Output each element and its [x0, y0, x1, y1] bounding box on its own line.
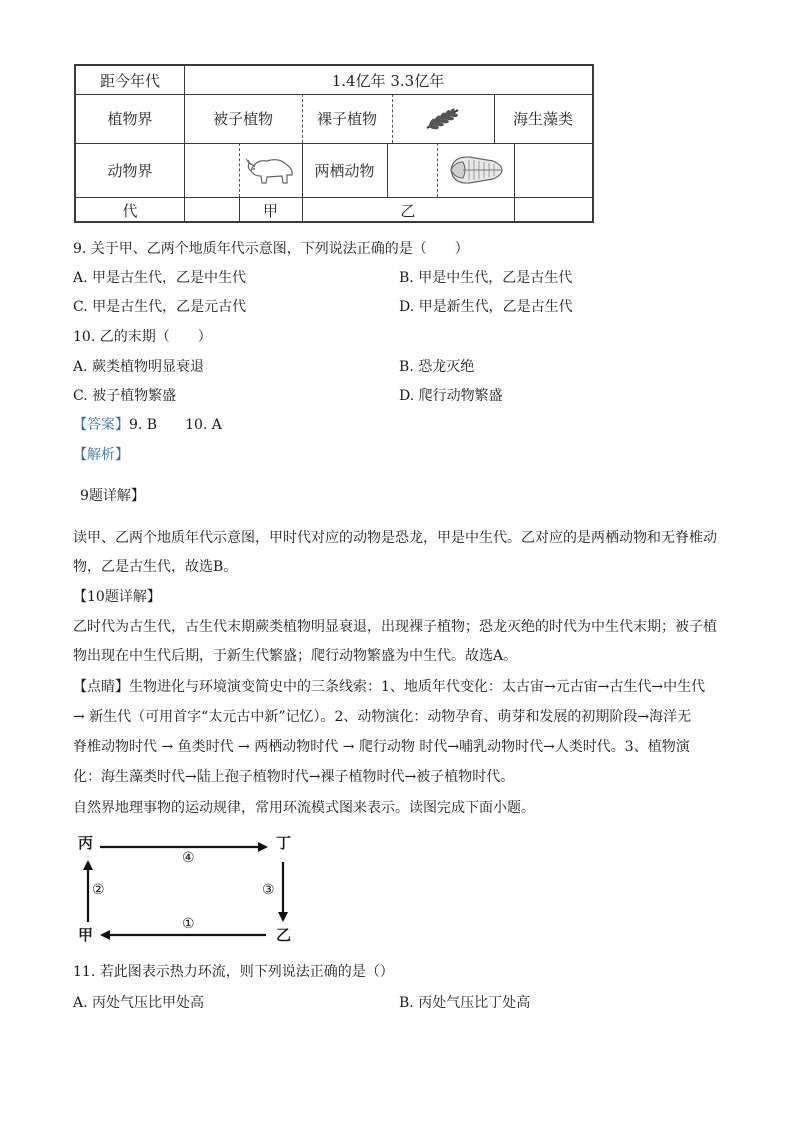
row-header-animals: 动物界 — [107, 161, 153, 180]
circulation-diagram — [70, 830, 300, 945]
intro-text: 自然界地理事物的运动规律，常用环流模式图来表示。读图完成下面小题。 — [73, 800, 535, 816]
q9-stem: 9. 关于甲、乙两个地质年代示意图，下列说法正确的是（ ） — [73, 241, 469, 257]
geologic-era-table — [74, 64, 594, 223]
trilobite-image — [437, 143, 514, 197]
era-yi: 乙 — [400, 201, 416, 220]
detail9-line1: 读甲、乙两个地质年代示意图，甲时代对应的动物是恐龙，甲是中生代。乙对应的是两栖动物和无脊椎动 — [73, 530, 717, 546]
row-header-plants: 植物界 — [107, 110, 153, 128]
trilobite-icon — [447, 152, 505, 188]
row-header-years: 距今年代 — [99, 71, 160, 90]
fern-fossil-icon — [424, 106, 462, 132]
table-col-divider — [387, 143, 388, 197]
tip-line4: 化：海生藻类时代→陆上孢子植物时代→裸子植物时代→被子植物时代。 — [73, 769, 515, 785]
label-2: ② — [92, 882, 105, 898]
q10-option-d: D. 爬行动物繁盛 — [399, 388, 503, 404]
plant-angiosperm: 被子植物 — [212, 110, 273, 128]
tip-line1 — [73, 677, 705, 697]
q10-option-a: A. 蕨类植物明显衰退 — [73, 359, 205, 375]
dinosaur-image — [239, 143, 302, 197]
tip-label: 【点睛】 — [73, 679, 129, 695]
q9-option-c: C. 甲是古生代，乙是元古代 — [73, 299, 247, 315]
animal-amphibian: 两栖动物 — [314, 161, 375, 180]
detail9-heading: 9题详解】 — [80, 488, 145, 504]
plant-gymnosperm: 裸子植物 — [316, 110, 377, 128]
q9-option-d: D. 甲是新生代，乙是古生代 — [399, 299, 573, 315]
tip-text1: 生物进化与环境演变简史中的三条线索：1、地质年代变化：太古宙→元古宙→古生代→中生代 — [129, 679, 706, 695]
detail9-line2: 物，乙是古生代，故选B。 — [73, 559, 238, 575]
q9-option-b: B. 甲是中生代，乙是古生代 — [399, 270, 573, 286]
fern-fossil-image — [392, 94, 494, 143]
q11-option-b: B. 丙处气压比丁处高 — [399, 995, 531, 1011]
row-header-era: 代 — [122, 201, 138, 220]
answer-line — [73, 415, 222, 435]
detail10-line1: 乙时代为古生代，古生代末期蕨类植物明显衰退，出现裸子植物；恐龙灭绝的时代为中生代末期；被子植 — [73, 619, 717, 635]
tip-line3: 脊椎动物时代 → 鱼类时代 → 两栖动物时代 → 爬行动物 时代→哺乳动物时代→人类时代。3、植物演 — [73, 739, 690, 755]
analysis-label: 【解析】 — [73, 447, 129, 463]
q11-option-a: A. 丙处气压比甲处高 — [73, 995, 205, 1011]
detail10-heading: 【10题详解】 — [73, 589, 161, 605]
years-value: 1.4亿年 3.3亿年 — [331, 71, 445, 90]
q11-stem: 11. 若此图表示热力环流，则下列说法正确的是（） — [73, 964, 394, 980]
corner-yi: 乙 — [276, 926, 292, 944]
table-col-divider — [514, 197, 515, 221]
corner-bing: 丙 — [78, 834, 94, 852]
corner-ding: 丁 — [276, 834, 292, 852]
table-col-divider — [514, 143, 515, 197]
dinosaur-icon — [245, 151, 297, 189]
label-3: ③ — [262, 882, 275, 898]
q10-option-b: B. 恐龙灭绝 — [399, 359, 475, 375]
q10-option-c: C. 被子植物繁盛 — [73, 388, 177, 404]
q10-stem: 10. 乙的末期（ ） — [73, 329, 212, 345]
era-jia: 甲 — [262, 201, 278, 220]
label-1: ① — [182, 916, 195, 932]
detail10-line2: 物出现在中生代后期，于新生代繁盛；爬行动物繁盛为中生代。故选A。 — [73, 648, 518, 664]
plant-marine-algae: 海生藻类 — [512, 110, 573, 128]
answer-text: 9. B 10. A — [129, 417, 222, 433]
corner-jia: 甲 — [78, 926, 94, 944]
answer-label: 【答案】 — [73, 417, 129, 433]
label-4: ④ — [182, 850, 195, 866]
tip-line2: → 新生代（可用首字“太元古中新”记忆）。2、动物演化：动物孕育、萌芽和发展的初期阶段→海洋无 — [73, 709, 692, 725]
q9-option-a: A. 甲是古生代，乙是中生代 — [73, 270, 247, 286]
